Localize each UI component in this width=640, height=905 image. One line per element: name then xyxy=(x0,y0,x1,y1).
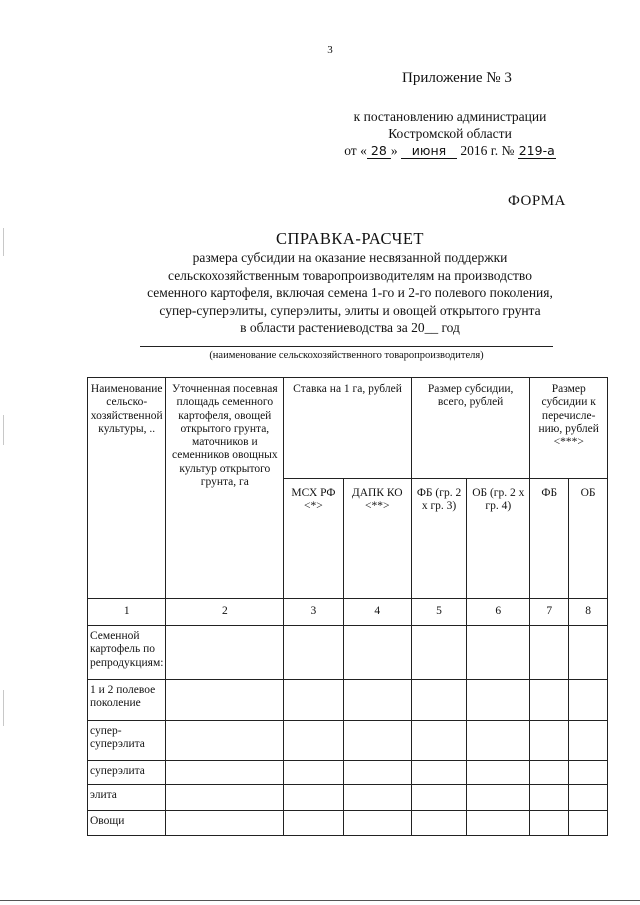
table-cell xyxy=(343,626,411,680)
scan-edge-mark xyxy=(3,415,4,445)
row-label: Семенной картофель по репродукциям: xyxy=(88,626,166,680)
row-label: Овощи xyxy=(88,811,166,836)
table-cell xyxy=(343,721,411,761)
table-cell xyxy=(343,761,411,785)
producer-caption: (наименование сельскохозяйственного товаропроизводителя) xyxy=(209,350,484,361)
table-row xyxy=(88,785,608,811)
decree-number: 219-а xyxy=(518,143,555,158)
decree-month: июня xyxy=(401,144,457,159)
table-cell xyxy=(467,626,530,680)
table-cell xyxy=(569,761,608,785)
table-cell xyxy=(343,811,411,836)
header-ob: ОБ xyxy=(569,479,608,599)
table-row xyxy=(88,626,608,680)
table-cell xyxy=(467,721,530,761)
decree-line-2: Костромской области xyxy=(388,126,512,141)
header-rate: Ставка на 1 га, рублей xyxy=(284,378,412,479)
table-cell xyxy=(569,785,608,811)
header-ob-calc: ОБ (гр. 2 х гр. 4) xyxy=(467,479,530,599)
form-label: ФОРМА xyxy=(508,193,566,209)
table-cell xyxy=(284,785,343,811)
table-cell xyxy=(530,626,569,680)
title-line: сельскохозяйственным товаропроизводителям на производство xyxy=(168,267,532,283)
table-cell xyxy=(343,785,411,811)
document-title xyxy=(60,228,640,337)
table-row xyxy=(88,761,608,785)
table-cell xyxy=(530,761,569,785)
table-cell xyxy=(166,626,284,680)
table-cell xyxy=(284,626,343,680)
decree-year: 2016 г. № xyxy=(460,143,515,158)
header-area: Уточненная посевная площадь семенного картофеля, овощей открытого грунта, маточников и семенников овощных культур открытого грунта, га xyxy=(166,378,284,599)
column-number: 5 xyxy=(411,599,466,626)
scan-edge-mark xyxy=(3,228,4,256)
header-fb-calc: ФБ (гр. 2 х гр. 3) xyxy=(411,479,466,599)
row-label: супер-суперэлита xyxy=(88,721,166,761)
table-cell xyxy=(569,626,608,680)
table-cell xyxy=(166,811,284,836)
title-line: размера субсидии на оказание несвязанной поддержки xyxy=(192,250,508,265)
scan-edge-mark xyxy=(3,690,4,726)
table-cell xyxy=(284,811,343,836)
table-cell xyxy=(411,761,466,785)
table-row xyxy=(88,680,608,721)
table-cell xyxy=(467,761,530,785)
column-number: 2 xyxy=(166,599,284,626)
table-cell xyxy=(530,721,569,761)
attachment-label: Приложение № 3 xyxy=(402,70,512,86)
header-fb: ФБ xyxy=(530,479,569,599)
table-cell xyxy=(166,721,284,761)
row-label: 1 и 2 полевое поколение xyxy=(88,680,166,721)
title-line: семенного картофеля, включая семена 1-го и 2-го полевого поколения, xyxy=(147,285,553,301)
table-row xyxy=(88,811,608,836)
decree-date-line xyxy=(330,142,570,159)
table-cell xyxy=(284,761,343,785)
table-cell xyxy=(284,721,343,761)
header-dapk: ДАПК КО <**> xyxy=(343,479,411,599)
decree-from: от « xyxy=(344,143,367,158)
column-number: 1 xyxy=(88,599,166,626)
table-cell xyxy=(530,811,569,836)
table-cell xyxy=(569,721,608,761)
table-cell xyxy=(411,680,466,721)
table-cell xyxy=(467,785,530,811)
decree-day-close: » xyxy=(390,143,398,158)
header-msh: МСХ РФ <*> xyxy=(284,479,343,599)
table-cell xyxy=(284,680,343,721)
table-cell xyxy=(411,721,466,761)
column-number: 7 xyxy=(530,599,569,626)
header-transfer: Размер субсидии к перечисле-нию, рублей <***> xyxy=(530,378,608,479)
table-cell xyxy=(166,761,284,785)
table-cell xyxy=(569,811,608,836)
title-line: в области растениеводства за 20__ год xyxy=(240,320,460,336)
column-number: 6 xyxy=(467,599,530,626)
table-cell xyxy=(411,626,466,680)
table-cell xyxy=(166,785,284,811)
title-heading: СПРАВКА-РАСЧЕТ xyxy=(276,229,424,248)
table-cell xyxy=(166,680,284,721)
table-cell xyxy=(467,811,530,836)
page-number: 3 xyxy=(327,44,333,56)
header-crop: Наименование сельско-хозяйственной культуры, .. xyxy=(88,378,166,599)
calculation-table xyxy=(87,377,608,836)
table-cell xyxy=(343,680,411,721)
table-cell xyxy=(467,680,530,721)
row-label: элита xyxy=(88,785,166,811)
title-line: супер-суперэлиты, суперэлиты, элиты и овощей открытого грунта xyxy=(159,302,541,318)
producer-name-line xyxy=(140,346,553,347)
decree-line-1: к постановлению администрации xyxy=(353,109,547,124)
row-label: суперэлита xyxy=(88,761,166,785)
decree-day: 28 xyxy=(367,144,391,159)
header-total: Размер субсидии, всего, рублей xyxy=(411,378,530,479)
table-cell xyxy=(530,785,569,811)
column-number: 8 xyxy=(569,599,608,626)
table-cell xyxy=(530,680,569,721)
table-cell xyxy=(411,785,466,811)
column-number: 3 xyxy=(284,599,343,626)
table-row xyxy=(88,721,608,761)
decree-reference xyxy=(330,108,570,159)
page-bottom-edge xyxy=(0,900,640,901)
table-cell xyxy=(411,811,466,836)
column-number: 4 xyxy=(343,599,411,626)
table-cell xyxy=(569,680,608,721)
